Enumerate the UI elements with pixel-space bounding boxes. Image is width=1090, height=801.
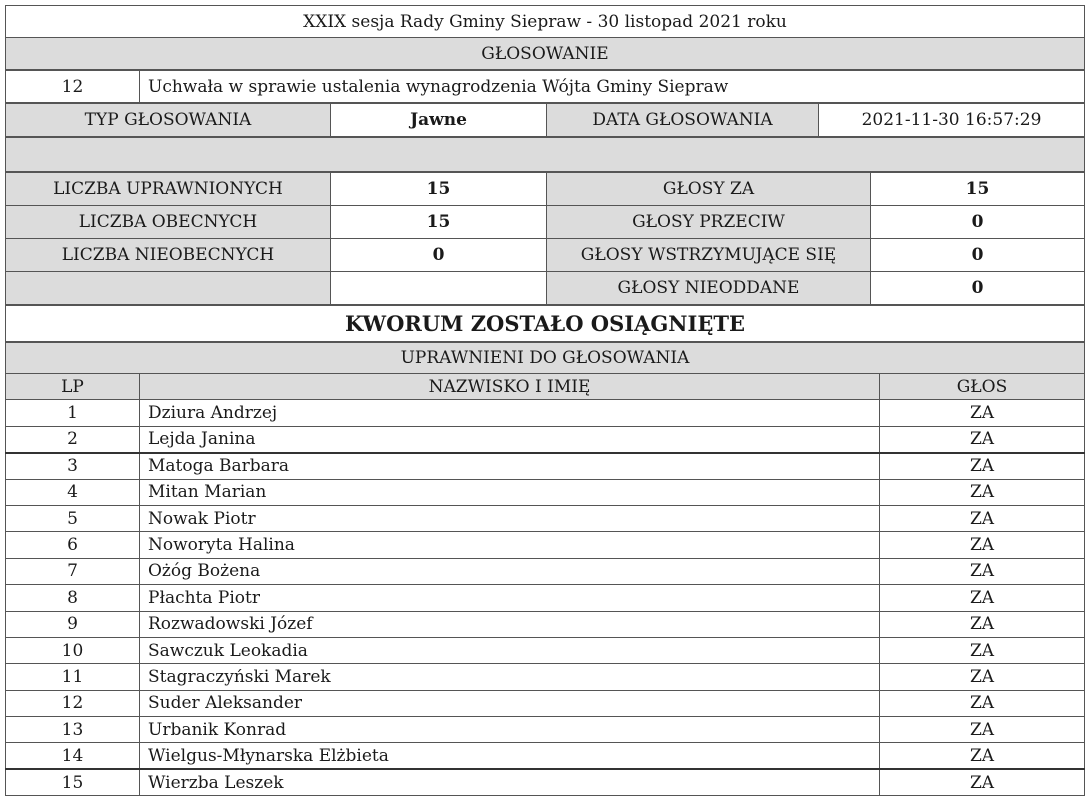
vote-type-label: TYP GŁOSOWANIA xyxy=(6,104,331,137)
present-value: 15 xyxy=(331,206,547,239)
table-row xyxy=(6,532,1085,558)
row-vote: ZA xyxy=(880,558,1085,584)
table-row xyxy=(6,743,1085,769)
row-vote: ZA xyxy=(880,479,1085,505)
row-name: Rozwadowski Józef xyxy=(140,611,880,637)
col-vote-header: GŁOS xyxy=(880,374,1085,400)
vote-date-value: 2021-11-30 16:57:29 xyxy=(819,104,1085,137)
row-lp: 13 xyxy=(6,717,140,743)
row-lp: 1 xyxy=(6,400,140,426)
voters-table xyxy=(5,342,1085,796)
row-name: Suder Aleksander xyxy=(140,690,880,716)
row-name: Stagraczyński Marek xyxy=(140,664,880,690)
absent-label: LICZBA NIEOBECNYCH xyxy=(6,239,331,272)
absent-value: 0 xyxy=(331,239,547,272)
header-table xyxy=(5,5,1085,70)
row-vote: ZA xyxy=(880,637,1085,663)
voting-report xyxy=(5,5,1085,796)
row-lp: 12 xyxy=(6,690,140,716)
quorum-table xyxy=(5,305,1085,342)
row-name: Lejda Janina xyxy=(140,426,880,452)
row-name: Noworyta Halina xyxy=(140,532,880,558)
votes-for-value: 15 xyxy=(871,173,1085,206)
row-lp: 7 xyxy=(6,558,140,584)
row-vote: ZA xyxy=(880,453,1085,479)
voters-header-row xyxy=(6,374,1085,400)
table-row xyxy=(6,717,1085,743)
row-vote: ZA xyxy=(880,611,1085,637)
empty-cell xyxy=(331,272,547,305)
votes-against-value: 0 xyxy=(871,206,1085,239)
table-row xyxy=(6,690,1085,716)
votes-against-label: GŁOSY PRZECIW xyxy=(547,206,871,239)
vote-info-table xyxy=(5,103,1085,137)
row-lp: 15 xyxy=(6,769,140,795)
votes-for-label: GŁOSY ZA xyxy=(547,173,871,206)
spacer-bar xyxy=(6,138,1085,172)
row-vote: ZA xyxy=(880,664,1085,690)
eligible-value: 15 xyxy=(331,173,547,206)
row-lp: 6 xyxy=(6,532,140,558)
stats-row xyxy=(6,173,1085,206)
row-vote: ZA xyxy=(880,585,1085,611)
empty-cell xyxy=(6,272,331,305)
table-row xyxy=(6,400,1085,426)
table-row xyxy=(6,558,1085,584)
vote-date-label: DATA GŁOSOWANIA xyxy=(547,104,819,137)
table-row xyxy=(6,505,1085,531)
quorum-status: KWORUM ZOSTAŁO OSIĄGNIĘTE xyxy=(6,306,1085,342)
row-lp: 5 xyxy=(6,505,140,531)
present-label: LICZBA OBECNYCH xyxy=(6,206,331,239)
row-name: Wierzba Leszek xyxy=(140,769,880,795)
stats-table xyxy=(5,172,1085,305)
row-lp: 14 xyxy=(6,743,140,769)
resolution-number: 12 xyxy=(6,71,140,103)
voters-title: UPRAWNIENI DO GŁOSOWANIA xyxy=(6,343,1085,374)
row-vote: ZA xyxy=(880,400,1085,426)
row-vote: ZA xyxy=(880,426,1085,452)
table-row xyxy=(6,637,1085,663)
votes-abstain-value: 0 xyxy=(871,239,1085,272)
col-name-header: NAZWISKO I IMIĘ xyxy=(140,374,880,400)
resolution-table xyxy=(5,70,1085,103)
table-row xyxy=(6,426,1085,452)
row-vote: ZA xyxy=(880,717,1085,743)
session-title: XXIX sesja Rady Gminy Siepraw - 30 listopad 2021 roku xyxy=(6,6,1085,38)
row-lp: 3 xyxy=(6,453,140,479)
table-row xyxy=(6,585,1085,611)
table-row xyxy=(6,769,1085,795)
row-lp: 2 xyxy=(6,426,140,452)
row-lp: 9 xyxy=(6,611,140,637)
table-row xyxy=(6,664,1085,690)
row-name: Ożóg Bożena xyxy=(140,558,880,584)
row-name: Płachta Piotr xyxy=(140,585,880,611)
eligible-label: LICZBA UPRAWNIONYCH xyxy=(6,173,331,206)
col-lp-header: LP xyxy=(6,374,140,400)
votes-notcast-label: GŁOSY NIEODDANE xyxy=(547,272,871,305)
row-name: Urbanik Konrad xyxy=(140,717,880,743)
row-vote: ZA xyxy=(880,690,1085,716)
row-name: Dziura Andrzej xyxy=(140,400,880,426)
row-vote: ZA xyxy=(880,769,1085,795)
resolution-title: Uchwała w sprawie ustalenia wynagrodzenia Wójta Gminy Siepraw xyxy=(140,71,1085,103)
row-lp: 4 xyxy=(6,479,140,505)
stats-row xyxy=(6,272,1085,305)
row-vote: ZA xyxy=(880,532,1085,558)
vote-type-value: Jawne xyxy=(331,104,547,137)
table-row xyxy=(6,479,1085,505)
row-name: Mitan Marian xyxy=(140,479,880,505)
stats-row xyxy=(6,239,1085,272)
row-name: Wielgus-Młynarska Elżbieta xyxy=(140,743,880,769)
stats-row xyxy=(6,206,1085,239)
row-lp: 10 xyxy=(6,637,140,663)
row-name: Matoga Barbara xyxy=(140,453,880,479)
row-lp: 8 xyxy=(6,585,140,611)
row-vote: ZA xyxy=(880,743,1085,769)
votes-abstain-label: GŁOSY WSTRZYMUJĄCE SIĘ xyxy=(547,239,871,272)
votes-notcast-value: 0 xyxy=(871,272,1085,305)
row-lp: 11 xyxy=(6,664,140,690)
table-row xyxy=(6,611,1085,637)
section-title: GŁOSOWANIE xyxy=(6,38,1085,70)
row-name: Sawczuk Leokadia xyxy=(140,637,880,663)
row-name: Nowak Piotr xyxy=(140,505,880,531)
spacer-table xyxy=(5,137,1085,172)
table-row xyxy=(6,453,1085,479)
row-vote: ZA xyxy=(880,505,1085,531)
